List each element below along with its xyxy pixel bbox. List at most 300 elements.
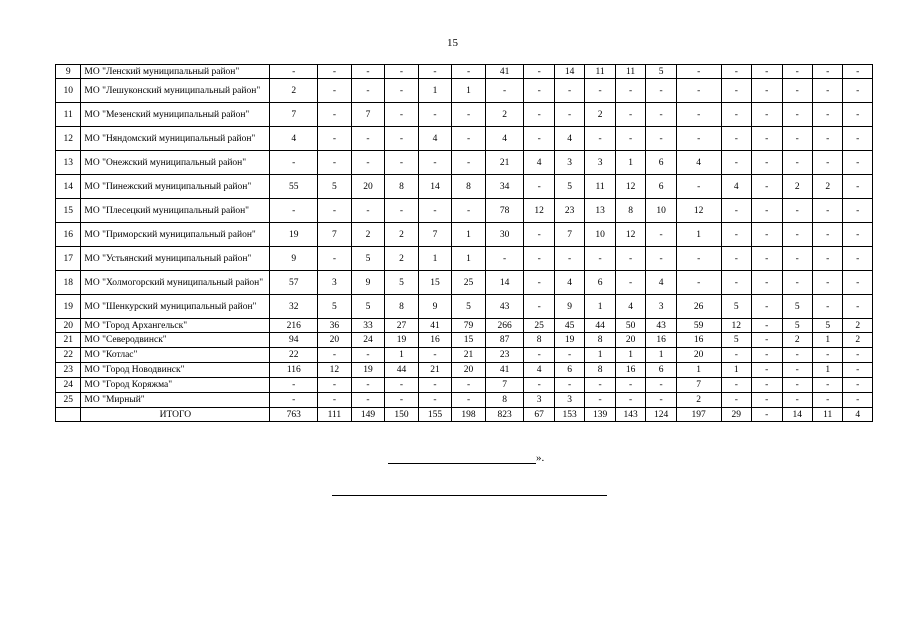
value-cell: - <box>752 65 782 79</box>
value-cell: - <box>351 199 385 223</box>
value-cell: - <box>318 127 352 151</box>
value-cell: - <box>752 363 782 378</box>
value-cell: 216 <box>270 319 318 333</box>
closing-line <box>388 452 544 464</box>
value-cell: - <box>812 393 842 408</box>
value-cell: - <box>676 79 721 103</box>
value-cell: - <box>752 378 782 393</box>
value-cell: - <box>843 271 873 295</box>
total-cell: 155 <box>418 408 452 422</box>
value-cell: 45 <box>554 319 584 333</box>
value-cell: 43 <box>646 319 676 333</box>
value-cell: - <box>646 247 676 271</box>
value-cell: - <box>615 378 645 393</box>
row-number: 19 <box>56 295 81 319</box>
value-cell: - <box>318 103 352 127</box>
value-cell: 5 <box>782 295 812 319</box>
row-number <box>56 408 81 422</box>
value-cell: 10 <box>585 223 615 247</box>
total-row <box>56 408 873 422</box>
value-cell: - <box>782 223 812 247</box>
row-number: 10 <box>56 79 81 103</box>
total-cell: 153 <box>554 408 584 422</box>
municipality-name: МО "Котлас" <box>81 348 270 363</box>
value-cell: - <box>843 363 873 378</box>
value-cell: 2 <box>782 333 812 348</box>
value-cell: 5 <box>318 175 352 199</box>
value-cell: - <box>452 65 486 79</box>
value-cell: 4 <box>615 295 645 319</box>
closing-rule <box>388 453 536 464</box>
value-cell: 3 <box>318 271 352 295</box>
total-cell: 143 <box>615 408 645 422</box>
value-cell: 44 <box>385 363 419 378</box>
value-cell: - <box>752 295 782 319</box>
row-number: 12 <box>56 127 81 151</box>
value-cell: - <box>418 348 452 363</box>
table-row <box>56 348 873 363</box>
value-cell: - <box>721 223 751 247</box>
value-cell: - <box>721 271 751 295</box>
value-cell: 7 <box>351 103 385 127</box>
value-cell: 8 <box>385 295 419 319</box>
row-number: 14 <box>56 175 81 199</box>
value-cell: 1 <box>452 247 486 271</box>
value-cell: 4 <box>524 363 554 378</box>
value-cell: - <box>843 223 873 247</box>
value-cell: - <box>585 393 615 408</box>
value-cell: - <box>554 247 584 271</box>
value-cell: 9 <box>418 295 452 319</box>
value-cell: 22 <box>270 348 318 363</box>
value-cell: - <box>812 271 842 295</box>
value-cell: - <box>752 127 782 151</box>
value-cell: - <box>418 199 452 223</box>
value-cell: 4 <box>418 127 452 151</box>
total-cell: 139 <box>585 408 615 422</box>
value-cell: 6 <box>646 151 676 175</box>
value-cell: 55 <box>270 175 318 199</box>
value-cell: - <box>646 393 676 408</box>
value-cell: 5 <box>646 65 676 79</box>
value-cell: 2 <box>485 103 524 127</box>
value-cell: - <box>676 271 721 295</box>
municipality-name: МО "Город Новодвинск" <box>81 363 270 378</box>
value-cell: 2 <box>843 319 873 333</box>
value-cell: 5 <box>812 319 842 333</box>
value-cell: 24 <box>351 333 385 348</box>
table-row <box>56 295 873 319</box>
value-cell: 20 <box>615 333 645 348</box>
value-cell: - <box>843 378 873 393</box>
table-row <box>56 247 873 271</box>
value-cell: 1 <box>385 348 419 363</box>
value-cell: - <box>843 65 873 79</box>
statistics-table <box>55 64 873 422</box>
value-cell: 4 <box>554 271 584 295</box>
value-cell: 12 <box>615 223 645 247</box>
value-cell: 32 <box>270 295 318 319</box>
value-cell: 11 <box>585 175 615 199</box>
value-cell: - <box>721 151 751 175</box>
value-cell: - <box>843 79 873 103</box>
row-number: 23 <box>56 363 81 378</box>
row-number: 17 <box>56 247 81 271</box>
value-cell: - <box>812 247 842 271</box>
value-cell: 5 <box>721 295 751 319</box>
value-cell: 94 <box>270 333 318 348</box>
total-cell: 14 <box>782 408 812 422</box>
value-cell: - <box>524 247 554 271</box>
value-cell: - <box>752 348 782 363</box>
value-cell: 8 <box>385 175 419 199</box>
value-cell: - <box>452 378 486 393</box>
value-cell: 14 <box>554 65 584 79</box>
value-cell: 11 <box>585 65 615 79</box>
value-cell: - <box>524 223 554 247</box>
value-cell: 1 <box>452 79 486 103</box>
total-cell: 124 <box>646 408 676 422</box>
value-cell: 3 <box>585 151 615 175</box>
table-row <box>56 363 873 378</box>
value-cell: 21 <box>485 151 524 175</box>
value-cell: - <box>452 127 486 151</box>
municipality-name: МО "Пинежский муниципальный район" <box>81 175 270 199</box>
value-cell: - <box>485 247 524 271</box>
value-cell: - <box>615 271 645 295</box>
value-cell: - <box>318 393 352 408</box>
value-cell: - <box>721 103 751 127</box>
value-cell: - <box>385 127 419 151</box>
table-row <box>56 319 873 333</box>
value-cell: - <box>318 378 352 393</box>
value-cell: - <box>782 151 812 175</box>
value-cell: - <box>843 393 873 408</box>
total-label: ИТОГО <box>81 408 270 422</box>
table-row <box>56 199 873 223</box>
value-cell: 41 <box>485 363 524 378</box>
value-cell: - <box>452 151 486 175</box>
value-cell: 9 <box>554 295 584 319</box>
value-cell: - <box>351 151 385 175</box>
value-cell: - <box>646 103 676 127</box>
value-cell: - <box>752 333 782 348</box>
value-cell: 8 <box>452 175 486 199</box>
value-cell: - <box>812 348 842 363</box>
value-cell: 25 <box>452 271 486 295</box>
value-cell: - <box>752 393 782 408</box>
row-number: 11 <box>56 103 81 127</box>
value-cell: 79 <box>452 319 486 333</box>
value-cell: - <box>270 151 318 175</box>
value-cell: - <box>721 378 751 393</box>
value-cell: 4 <box>646 271 676 295</box>
row-number: 13 <box>56 151 81 175</box>
value-cell: - <box>782 127 812 151</box>
total-cell: 29 <box>721 408 751 422</box>
municipality-name: МО "Ленский муниципальный район" <box>81 65 270 79</box>
municipality-name: МО "Плесецкий муниципальный район" <box>81 199 270 223</box>
value-cell: 2 <box>676 393 721 408</box>
value-cell: - <box>585 378 615 393</box>
value-cell: - <box>782 79 812 103</box>
value-cell: - <box>812 378 842 393</box>
value-cell: - <box>318 65 352 79</box>
municipality-name: МО "Устьянский муниципальный район" <box>81 247 270 271</box>
row-number: 15 <box>56 199 81 223</box>
value-cell: - <box>676 247 721 271</box>
value-cell: - <box>418 65 452 79</box>
value-cell: - <box>676 65 721 79</box>
value-cell: - <box>318 348 352 363</box>
value-cell: 14 <box>418 175 452 199</box>
value-cell: 2 <box>843 333 873 348</box>
value-cell: - <box>385 65 419 79</box>
value-cell: - <box>752 103 782 127</box>
total-cell: 823 <box>485 408 524 422</box>
table-row <box>56 271 873 295</box>
value-cell: 34 <box>485 175 524 199</box>
municipality-name: МО "Приморский муниципальный район" <box>81 223 270 247</box>
value-cell: - <box>843 175 873 199</box>
total-cell: 763 <box>270 408 318 422</box>
value-cell: - <box>782 65 812 79</box>
value-cell: 2 <box>270 79 318 103</box>
row-number: 25 <box>56 393 81 408</box>
value-cell: - <box>318 151 352 175</box>
value-cell: - <box>721 79 751 103</box>
value-cell: 20 <box>318 333 352 348</box>
value-cell: 9 <box>351 271 385 295</box>
value-cell: - <box>524 127 554 151</box>
value-cell: 2 <box>782 175 812 199</box>
table-row <box>56 393 873 408</box>
table-row <box>56 127 873 151</box>
value-cell: - <box>524 271 554 295</box>
value-cell: 2 <box>585 103 615 127</box>
value-cell: - <box>843 199 873 223</box>
value-cell: 87 <box>485 333 524 348</box>
row-number: 16 <box>56 223 81 247</box>
value-cell: 1 <box>812 333 842 348</box>
value-cell: - <box>752 79 782 103</box>
municipality-name: МО "Город Архангельск" <box>81 319 270 333</box>
total-cell: 197 <box>676 408 721 422</box>
value-cell: 16 <box>676 333 721 348</box>
value-cell: - <box>721 127 751 151</box>
value-cell: 8 <box>524 333 554 348</box>
value-cell: - <box>385 79 419 103</box>
table-row <box>56 65 873 79</box>
value-cell: 5 <box>452 295 486 319</box>
value-cell: 5 <box>554 175 584 199</box>
total-cell: 198 <box>452 408 486 422</box>
value-cell: - <box>721 199 751 223</box>
value-cell: 4 <box>485 127 524 151</box>
value-cell: - <box>554 79 584 103</box>
value-cell: - <box>385 151 419 175</box>
municipality-name: МО "Город Коряжма" <box>81 378 270 393</box>
value-cell: - <box>385 103 419 127</box>
value-cell: 8 <box>585 363 615 378</box>
value-cell: 25 <box>524 319 554 333</box>
value-cell: 23 <box>554 199 584 223</box>
value-cell: 6 <box>554 363 584 378</box>
row-number: 20 <box>56 319 81 333</box>
table-row <box>56 378 873 393</box>
value-cell: 15 <box>452 333 486 348</box>
municipality-name: МО "Мезенский муниципальный район" <box>81 103 270 127</box>
value-cell: - <box>752 319 782 333</box>
value-cell: 6 <box>646 175 676 199</box>
value-cell: 1 <box>585 348 615 363</box>
value-cell: - <box>782 199 812 223</box>
value-cell: - <box>585 247 615 271</box>
value-cell: - <box>351 378 385 393</box>
value-cell: 26 <box>676 295 721 319</box>
value-cell: - <box>843 127 873 151</box>
value-cell: - <box>752 247 782 271</box>
table-row <box>56 103 873 127</box>
value-cell: - <box>524 65 554 79</box>
value-cell: 4 <box>270 127 318 151</box>
value-cell: 33 <box>351 319 385 333</box>
value-cell: 5 <box>351 247 385 271</box>
value-cell: - <box>524 103 554 127</box>
value-cell: 1 <box>585 295 615 319</box>
value-cell: - <box>812 79 842 103</box>
value-cell: 5 <box>385 271 419 295</box>
value-cell: 1 <box>721 363 751 378</box>
value-cell: - <box>812 295 842 319</box>
value-cell: 13 <box>585 199 615 223</box>
value-cell: 1 <box>812 363 842 378</box>
value-cell: - <box>385 378 419 393</box>
value-cell: 116 <box>270 363 318 378</box>
value-cell: 14 <box>485 271 524 295</box>
value-cell: 5 <box>351 295 385 319</box>
value-cell: 5 <box>318 295 352 319</box>
value-cell: - <box>782 103 812 127</box>
value-cell: - <box>676 103 721 127</box>
table-row <box>56 79 873 103</box>
total-cell: 149 <box>351 408 385 422</box>
value-cell: - <box>270 378 318 393</box>
value-cell: - <box>721 247 751 271</box>
value-cell: - <box>385 199 419 223</box>
total-cell: 150 <box>385 408 419 422</box>
value-cell: - <box>812 199 842 223</box>
value-cell: 7 <box>270 103 318 127</box>
value-cell: - <box>351 348 385 363</box>
value-cell: - <box>554 103 584 127</box>
value-cell: 3 <box>646 295 676 319</box>
row-number: 24 <box>56 378 81 393</box>
value-cell: - <box>351 65 385 79</box>
value-cell: 2 <box>385 247 419 271</box>
value-cell: - <box>524 378 554 393</box>
value-cell: - <box>721 65 751 79</box>
value-cell: 6 <box>585 271 615 295</box>
value-cell: - <box>843 103 873 127</box>
value-cell: - <box>615 393 645 408</box>
value-cell: - <box>554 378 584 393</box>
value-cell: 19 <box>385 333 419 348</box>
table-body <box>56 65 873 422</box>
value-cell: - <box>418 378 452 393</box>
value-cell: 1 <box>646 348 676 363</box>
value-cell: 7 <box>418 223 452 247</box>
value-cell: 8 <box>585 333 615 348</box>
value-cell: - <box>812 103 842 127</box>
table-row <box>56 175 873 199</box>
value-cell: - <box>351 393 385 408</box>
value-cell: - <box>615 103 645 127</box>
value-cell: - <box>752 199 782 223</box>
value-cell: - <box>452 393 486 408</box>
page-number: 15 <box>447 37 458 49</box>
value-cell: 19 <box>351 363 385 378</box>
value-cell: - <box>615 247 645 271</box>
municipality-name: МО "Северодвинск" <box>81 333 270 348</box>
value-cell: 12 <box>318 363 352 378</box>
row-number: 21 <box>56 333 81 348</box>
value-cell: - <box>418 103 452 127</box>
value-cell: - <box>843 295 873 319</box>
value-cell: 16 <box>615 363 645 378</box>
value-cell: 1 <box>418 247 452 271</box>
value-cell: - <box>721 393 751 408</box>
value-cell: 41 <box>485 65 524 79</box>
value-cell: - <box>812 151 842 175</box>
value-cell: - <box>646 378 676 393</box>
value-cell: 21 <box>418 363 452 378</box>
value-cell: - <box>752 271 782 295</box>
municipality-name: МО "Мирный" <box>81 393 270 408</box>
value-cell: 30 <box>485 223 524 247</box>
value-cell: 19 <box>554 333 584 348</box>
value-cell: - <box>524 175 554 199</box>
value-cell: - <box>452 103 486 127</box>
municipality-name: МО "Онежский муниципальный район" <box>81 151 270 175</box>
total-cell: 111 <box>318 408 352 422</box>
value-cell: 9 <box>270 247 318 271</box>
value-cell: - <box>615 127 645 151</box>
value-cell: - <box>418 393 452 408</box>
value-cell: - <box>843 247 873 271</box>
total-cell: 4 <box>843 408 873 422</box>
table-row <box>56 223 873 247</box>
value-cell: - <box>385 393 419 408</box>
value-cell: 1 <box>676 223 721 247</box>
value-cell: 1 <box>452 223 486 247</box>
value-cell: 7 <box>318 223 352 247</box>
value-cell: - <box>646 79 676 103</box>
value-cell: - <box>782 271 812 295</box>
value-cell: - <box>554 348 584 363</box>
value-cell: 36 <box>318 319 352 333</box>
value-cell: - <box>812 223 842 247</box>
closing-mark: ». <box>536 452 545 464</box>
value-cell: 20 <box>351 175 385 199</box>
value-cell: - <box>843 151 873 175</box>
value-cell: 4 <box>676 151 721 175</box>
value-cell: 8 <box>485 393 524 408</box>
value-cell: 78 <box>485 199 524 223</box>
value-cell: 11 <box>615 65 645 79</box>
value-cell: 2 <box>351 223 385 247</box>
value-cell: - <box>752 223 782 247</box>
